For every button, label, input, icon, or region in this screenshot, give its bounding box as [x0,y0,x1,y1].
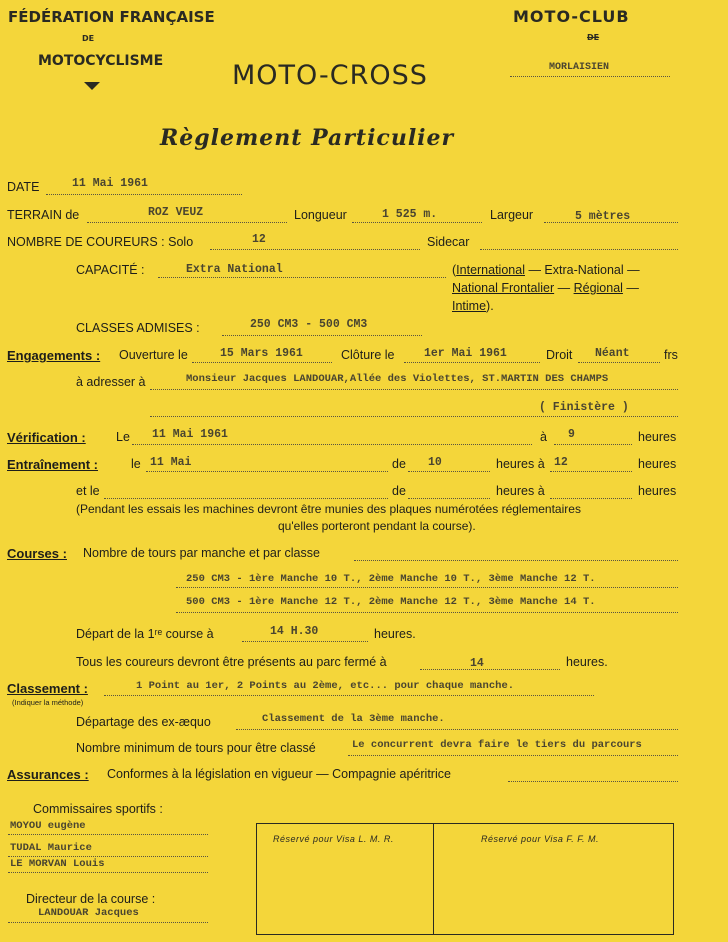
commissaires-label: Commissaires sportifs : [33,802,163,816]
sidecar-line [480,249,678,250]
entrainement-note-line2: qu'elles porteront pendant la course). [278,519,476,533]
verification-heure: 9 [568,428,575,441]
entrainement-de: de [392,457,406,471]
moto-club-de: DE [587,33,600,42]
minimum-line [348,755,678,756]
departage-line [236,729,678,730]
departage-value: Classement de la 3ème manche. [262,713,445,725]
visa-ffm: Réservé pour Visa F. F. M. [481,834,600,844]
directeur-value: LANDOUAR Jacques [38,907,139,919]
entrainement-le: le [131,457,141,471]
commissaire-2: TUDAL Maurice [10,842,92,854]
assurances-label: Assurances : [7,767,89,782]
entrainement-a-line [550,471,632,472]
assurances-text: Conformes à la législation en vigueur — Compagnie apéritrice [107,767,451,781]
entrainement-heures-a: heures à [496,457,545,471]
longueur-label: Longueur [294,208,347,222]
federation-line1: FÉDÉRATION FRANÇAISE [8,8,215,26]
entrainement-et-le-line [104,498,388,499]
visa-box [256,823,674,935]
cloture-line [404,362,540,363]
commissaire-3: LE MORVAN Louis [10,858,105,870]
commissaire-3-line [8,872,208,873]
page-title: MOTO-CROSS [232,60,428,91]
capacite-line [158,277,446,278]
option-intime: Intime [452,299,487,313]
courses-line1-rule [176,587,678,588]
entrainement-date-line [146,471,388,472]
adresser-label: à adresser à [76,375,146,389]
federation-de: DE [82,34,95,43]
verification-date: 11 Mai 1961 [152,428,228,441]
visa-lmr: Réservé pour Visa L. M. R. [273,834,394,844]
largeur-label: Largeur [490,208,534,222]
cloture-value: 1er Mai 1961 [424,347,507,360]
verification-heures: heures [638,430,677,444]
courses-label: Courses : [7,546,67,561]
entrainement-a-value: 12 [554,456,568,469]
coureurs-value: 12 [252,233,266,246]
option-international: International [456,263,525,277]
classes-label: CLASSES ADMISES : [76,321,200,335]
date-value: 11 Mai 1961 [72,177,148,190]
cloture-label: Clôture le [341,348,395,362]
courses-nombre-label: Nombre de tours par manche et par classe [83,546,320,560]
date-label: DATE [7,180,40,194]
commissaire-2-line [8,856,208,857]
coureurs-line [210,249,420,250]
capacite-options-3: Intime). [452,299,494,313]
federation-line2: MOTOCYCLISME [38,53,164,69]
minimum-value: Le concurrent devra faire le tiers du parcours [352,739,642,751]
longueur-value: 1 525 m. [382,208,438,221]
entrainement-note-line1: (Pendant les essais les machines devront être munies des plaques numérotées réglementaires [76,502,581,516]
classement-value: 1 Point au 1er, 2 Points au 2ème, etc... pour chaque manche. [136,680,515,692]
ouverture-value: 15 Mars 1961 [220,347,303,360]
capacite-label: CAPACITÉ : [76,263,145,277]
date-line [46,194,242,195]
coureurs-label: NOMBRE DE COUREURS : Solo [7,235,194,249]
club-name-line [510,76,670,77]
classes-line [222,335,422,336]
depart-label: Départ de la 1ʳᵉ course à [76,627,214,641]
courses-line2: 500 CM3 - 1ère Manche 12 T., 2ème Manche 12 T., 3ème Manche 14 T. [186,596,596,608]
page-subtitle: Règlement Particulier [160,125,455,151]
adresse-line2-value: ( Finistère ) [539,401,629,414]
chevron-down-icon [84,82,100,90]
depart-heures: heures. [374,627,416,641]
ouverture-label: Ouverture le [119,348,188,362]
entrainement-label: Entraînement : [7,457,99,472]
adresse-line1 [150,389,678,390]
entrainement-date: 11 Mai [150,456,192,469]
adresse-line2 [150,416,678,417]
option-regional: Régional [573,281,623,295]
presents-label: Tous les coureurs devront être présents au parc fermé à [76,655,387,669]
classement-note: (Indiquer la méthode) [12,698,84,707]
capacite-value: Extra National [186,263,283,276]
verification-date-line [132,444,532,445]
courses-line1: 250 CM3 - 1ère Manche 10 T., 2ème Manche 10 T., 3ème Manche 12 T. [186,573,596,585]
commissaire-1: MOYOU eugène [10,820,86,832]
assurances-line [508,781,678,782]
club-name: MORLAISIEN [549,62,610,73]
courses-nombre-line [354,560,678,561]
commissaire-1-line [8,834,208,835]
capacite-options-1: (International — Extra-National — [452,263,640,277]
entrainement-de-line [408,471,490,472]
droit-currency: frs [664,348,678,362]
verification-label: Vérification : [7,430,86,445]
terrain-line [87,222,287,223]
sidecar-label: Sidecar [427,235,470,249]
longueur-line [352,222,482,223]
minimum-label: Nombre minimum de tours pour être classé [76,741,316,755]
droit-line [578,362,660,363]
entrainement-de2-line [408,498,490,499]
option-national-frontalier: National Frontalier [452,281,555,295]
courses-line2-rule [176,612,678,613]
directeur-label: Directeur de la course : [26,892,156,906]
droit-value: Néant [595,347,630,360]
depart-line [242,641,368,642]
ouverture-line [192,362,332,363]
directeur-line [8,922,208,923]
presents-heures: heures. [566,655,608,669]
entrainement-de2: de [392,484,406,498]
verification-a: à [540,430,547,444]
entrainement-heures: heures [638,457,677,471]
presents-value: 14 [470,657,484,670]
engagements-label: Engagements : [7,348,101,363]
entrainement-heures2: heures [638,484,677,498]
entrainement-heures-a2: heures à [496,484,545,498]
moto-club: MOTO-CLUB [513,7,630,26]
verification-heure-line [554,444,632,445]
largeur-value: 5 mètres [575,210,631,223]
verification-le: Le [116,430,130,444]
visa-divider [433,824,434,934]
entrainement-et-le: et le [76,484,100,498]
droit-label: Droit [546,348,573,362]
classement-line [104,695,594,696]
presents-line [420,669,560,670]
entrainement-a2-line [550,498,632,499]
departage-label: Départage des ex-æquo [76,715,211,729]
depart-value: 14 H.30 [270,625,319,638]
classement-label: Classement : [7,681,88,696]
classes-value: 250 CM3 - 500 CM3 [250,318,368,331]
capacite-options-2: National Frontalier — Régional — [452,281,639,295]
entrainement-de-value: 10 [428,456,442,469]
terrain-value: ROZ VEUZ [148,206,204,219]
terrain-label: TERRAIN de [7,208,80,222]
adresse-line1-value: Monsieur Jacques LANDOUAR,Allée des Violettes, ST.MARTIN DES CHAMPS [186,373,609,385]
